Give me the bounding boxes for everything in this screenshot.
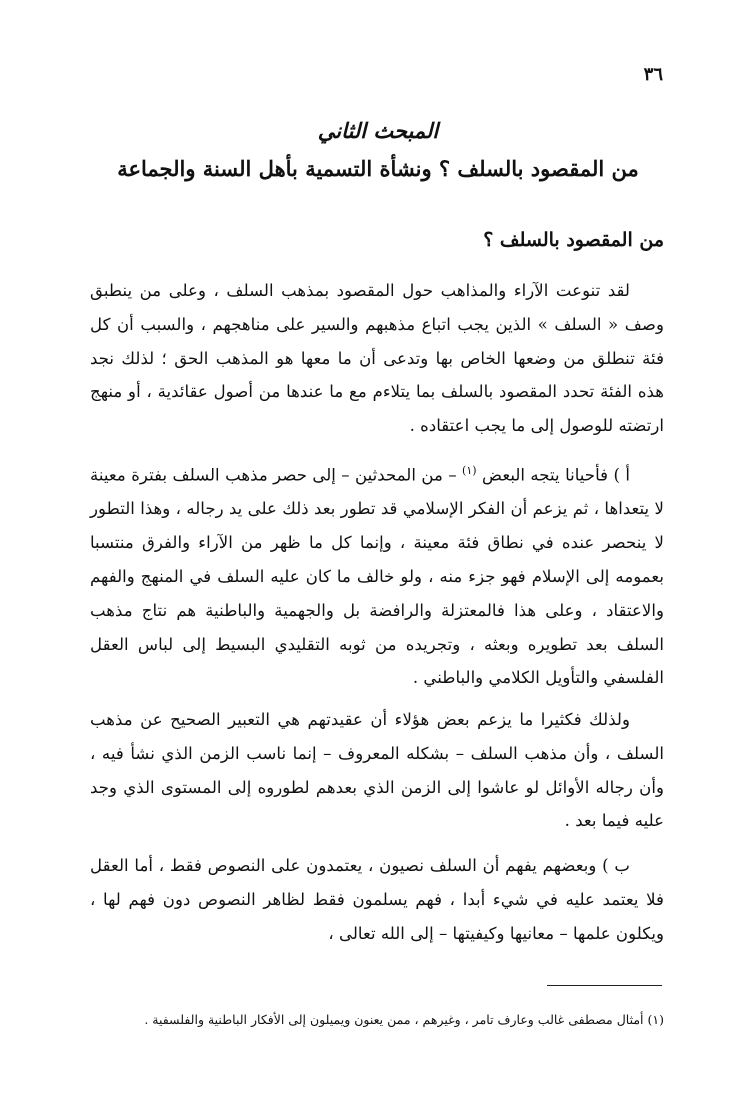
page-number: ٣٦ [643, 64, 663, 85]
paragraph-intro: لقد تنوعت الآراء والمذاهب حول المقصود بمذهب السلف ، وعلى من ينطبق وصف « السلف » الذين يجب اتباع مذهبهم والسير على مناهجهم ، والسبب أن كل فئة تنطلق من وضعها الخاص بها وتدعى أن ما معها هو المذهب الحق ؛ لذلك نجد هذه الفئة تحدد المقصود بالسلف بما يتلاءم مع ما عندها من أصول عقائدية ، أو منهج ارتضته للوصول إلى ما يجب اعتقاده . [90, 281, 664, 436]
footnote-divider [547, 985, 662, 986]
section-label: المبحث الثاني [317, 118, 439, 143]
subheading: من المقصود بالسلف ؟ [483, 229, 664, 251]
paragraph-a-rest: بفترة معينة لا يتعداها ، ثم يزعم أن الفكر الإسلامي قد تطور بعد ذلك على يد رجاله ، وهذا التطور لا ينحصر عنده في نطاق فئة معينة ، وإنما كل ما ظهر من الآراء والفرق منتسبا بعمومه إلى الإسلام فهو جزء منه ، ولو خالف ما كان عليه السلف في المنهج والفهم والاعتقاد ، وعلى هذا فالمعتزلة والرافضة بل والجهمية والباطنية هم نتاج مذهب السلف بعد تطويره وبعثه ، وتجريده من ثوبه التقليدي البسيط إلى لباس العقل الفلسفي والتأويل الكلامي والباطني . [90, 465, 664, 688]
footnote: (١) أمثال مصطفى غالب وعارف تامر ، وغيرهم ، ممن يعنون ويميلون إلى الأفكار الباطنية والفلسفية . [144, 1012, 664, 1027]
paragraph-followup: ولذلك فكثيرا ما يزعم بعض هؤلاء أن عقيدتهم هي التعبير الصحيح عن مذهب السلف ، وأن مذهب السلف – بشكله المعروف – إنما ناسب الزمن الذي نشأ فيه ، وأن رجاله الأوائل لو عاشوا إلى الزمن الذي بعدهم لطوروه إلى المستوى الذي وجد عليه فيما بعد . [90, 710, 664, 831]
footnote-reference[interactable]: (١) [462, 463, 477, 477]
paragraph-a-start: أ ) فأحيانا يتجه البعض [481, 465, 630, 485]
paragraph-b: ب ) وبعضهم يفهم أن السلف نصيون ، يعتمدون على النصوص فقط ، أما العقل فلا يعتمد عليه في شيء أبدا ، فهم يسلمون فقط لظاهر النصوص دون فهم لها ، ويكلون علمها – معانيها وكيفيتها – إلى الله تعالى ، [90, 856, 664, 943]
paragraph-a-continuation: – من المحدثين – إلى حصر مذهب السلف [172, 465, 457, 485]
paragraph-a [90, 454, 664, 695]
body-text [90, 274, 664, 962]
section-title: من المقصود بالسلف ؟ ونشأة التسمية بأهل السنة والجماعة [117, 156, 639, 181]
